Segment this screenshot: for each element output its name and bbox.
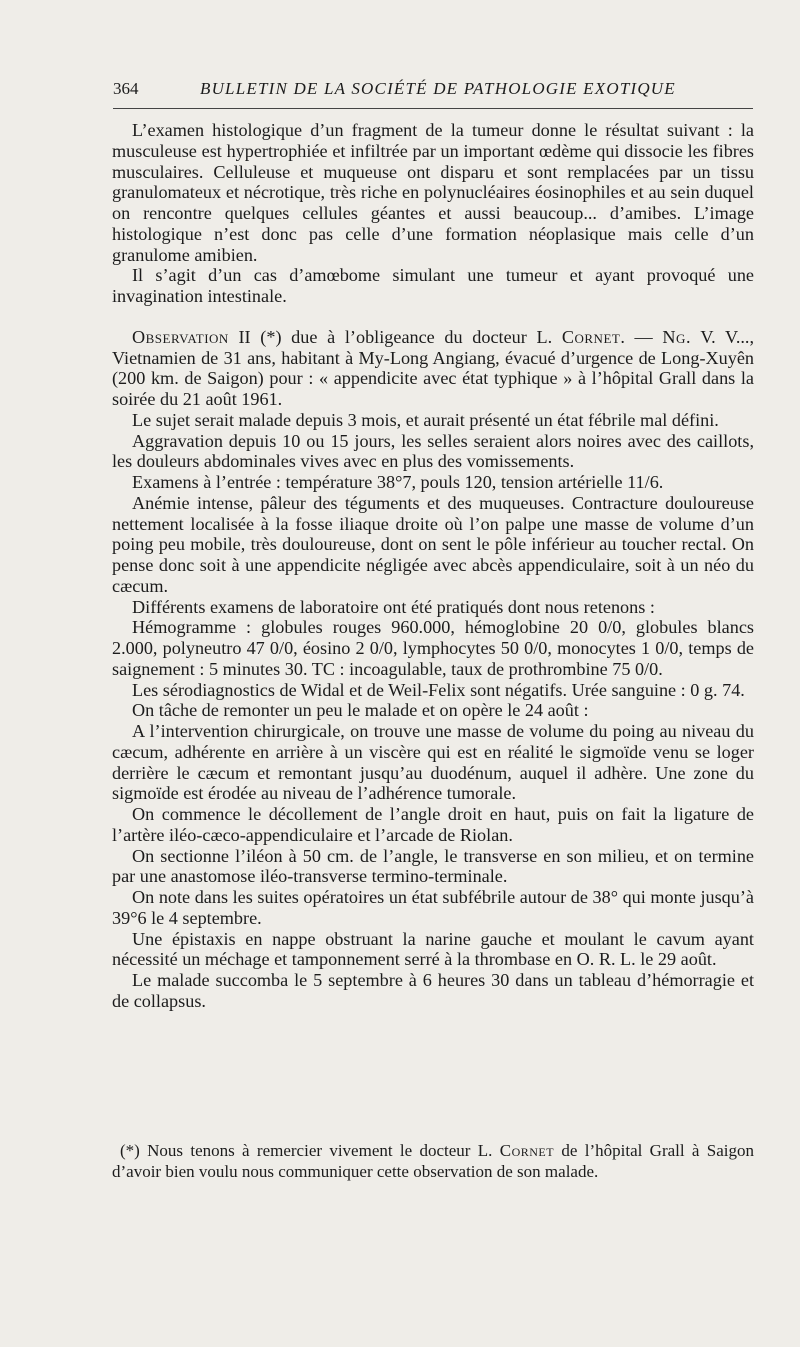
footnote-mark: (*)	[120, 1141, 140, 1160]
running-title: BULLETIN DE LA SOCIÉTÉ DE PATHOLOGIE EXOTIQUE	[200, 79, 676, 98]
article-body	[112, 120, 754, 1012]
footnote-text	[112, 1140, 754, 1182]
footnote-text-part: de l’hôpital Grall à Saigon d’avoir bien voulu nous communiquer cette observation de son malade.	[112, 1141, 754, 1181]
header-rule	[113, 108, 753, 109]
paragraph-history: Le sujet serait malade depuis 3 mois, et aurait présenté un état fébrile mal défini.	[132, 409, 719, 430]
paragraph-admission-exam: Examens à l’entrée : température 38°7, pouls 120, tension artérielle 11/6.	[132, 472, 664, 492]
observation-number: II (*)	[238, 326, 282, 347]
paragraph-procedure: On commence le décollement de l’angle droit en haut, puis on fait la ligature de l’artère iléo-cæco-appendiculaire et l’arcade de Riolan.	[112, 804, 754, 845]
paragraph-epistaxis: Une épistaxis en nappe obstruant la narine gauche et moulant le cavum ayant nécessité un méchage et tamponnement serré à la thrombase en O. R. L. le 29 août.	[112, 928, 754, 970]
observation-label: Observation	[132, 326, 229, 347]
footnote-text-part: Nous tenons à remercier vivement le docteur L.	[139, 1141, 500, 1160]
paragraph-surgery-date: On tâche de remonter un peu le malade et on opère le 24 août :	[132, 700, 589, 721]
footnote-doctor-name: Cornet	[499, 1141, 555, 1160]
paragraph-postop-fever: On note dans les suites opératoires un état subfébrile autour de 38° qui monte jusqu’à 39°6 le 4 septembre.	[112, 887, 754, 928]
doctor-name: Cornet	[561, 326, 621, 347]
paragraph-serology: Les sérodiagnostics de Widal et de Weil-Felix sont négatifs. Urée sanguine : 0 g. 74.	[132, 679, 745, 700]
patient-initials: Ng.	[662, 326, 691, 347]
observation-text: due à l’obligeance du docteur L.	[281, 326, 562, 347]
paragraph-anastomosis: On sectionne l’iléon à 50 cm. de l’angle, le transverse en son milieu, et on termine par une anastomose iléo-transverse termino-terminale.	[112, 845, 754, 887]
paragraph-lab-intro: Différents examens de laboratoire ont été pratiqués dont nous retenons :	[132, 596, 655, 617]
paragraph-outcome: Le malade succomba le 5 septembre à 6 heures 30 dans un tableau d’hémorragie et de collapsus.	[112, 970, 754, 1011]
observation-text: . —	[620, 326, 663, 347]
observation-intro	[112, 327, 754, 410]
footnote	[112, 1140, 754, 1182]
paragraph-histology: L’examen histologique d’un fragment de la tumeur donne le résultat suivant : la musculeuse est hypertrophiée et infiltrée par un important œdème qui dissocie les fibres musculaires. Celluleuse et muqueuse ont disparu et sont remplacées par un tissu granulomateux et nécrotique, très riche en polynucléaires éosinophiles et au sein duquel on rencontre quelques cellules géantes et aussi beaucoup... d’amibes. L’image histologique n’est donc pas celle d’une formation néoplasique mais celle d’un granulome amibien.	[112, 120, 754, 265]
page-number: 364	[113, 79, 139, 98]
paragraph-aggravation: Aggravation depuis 10 ou 15 jours, les selles seraient alors noires avec des caillots, les douleurs abdominales vives avec en plus des vomissements.	[112, 430, 754, 472]
paragraph-surgical-findings: A l’intervention chirurgicale, on trouve une masse de volume du poing au niveau du cæcum, adhérente en arrière à un viscère qui est en réalité le sigmoïde venu se loger derrière le cæcum et remontant jusqu’au duodénum, auquel il adhère. Une zone du sigmoïde est érodée au niveau de l’adhérence tumorale.	[112, 721, 754, 804]
paragraph-clinical-findings: Anémie intense, pâleur des téguments et des muqueuses. Contracture douloureuse nettement localisée à la fosse iliaque droite où l’on palpe une masse de volume d’un poing peu mobile, très douloureuse, dont on sent le pôle inférieur au toucher rectal. On pense donc soit à une appendicite négligée avec abcès appendiculaire, soit à un néo du cæcum.	[112, 492, 754, 596]
observation-text: V. V..., Vietnamien de 31 ans, habitant à My-Long Angiang, évacué d’urgence de Long-Xuyên (200 km. de Saigon) pour : « appendicite avec état typhique » à l’hôpital Grall dans la soirée du 21 août 1961.	[112, 326, 755, 409]
paragraph-amoeboma: Il s’agit d’un cas d’amœbome simulant une tumeur et ayant provoqué une invagination intestinale.	[112, 265, 754, 306]
paragraph-blood-count: Hémogramme : globules rouges 960.000, hémoglobine 20 0/0, globules blancs 2.000, polyneutro 47 0/0, éosino 2 0/0, lymphocytes 50 0/0, monocytes 1 0/0, temps de saignement : 5 minutes 30. TC : incoagulable, taux de prothrombine 75 0/0.	[112, 617, 754, 679]
